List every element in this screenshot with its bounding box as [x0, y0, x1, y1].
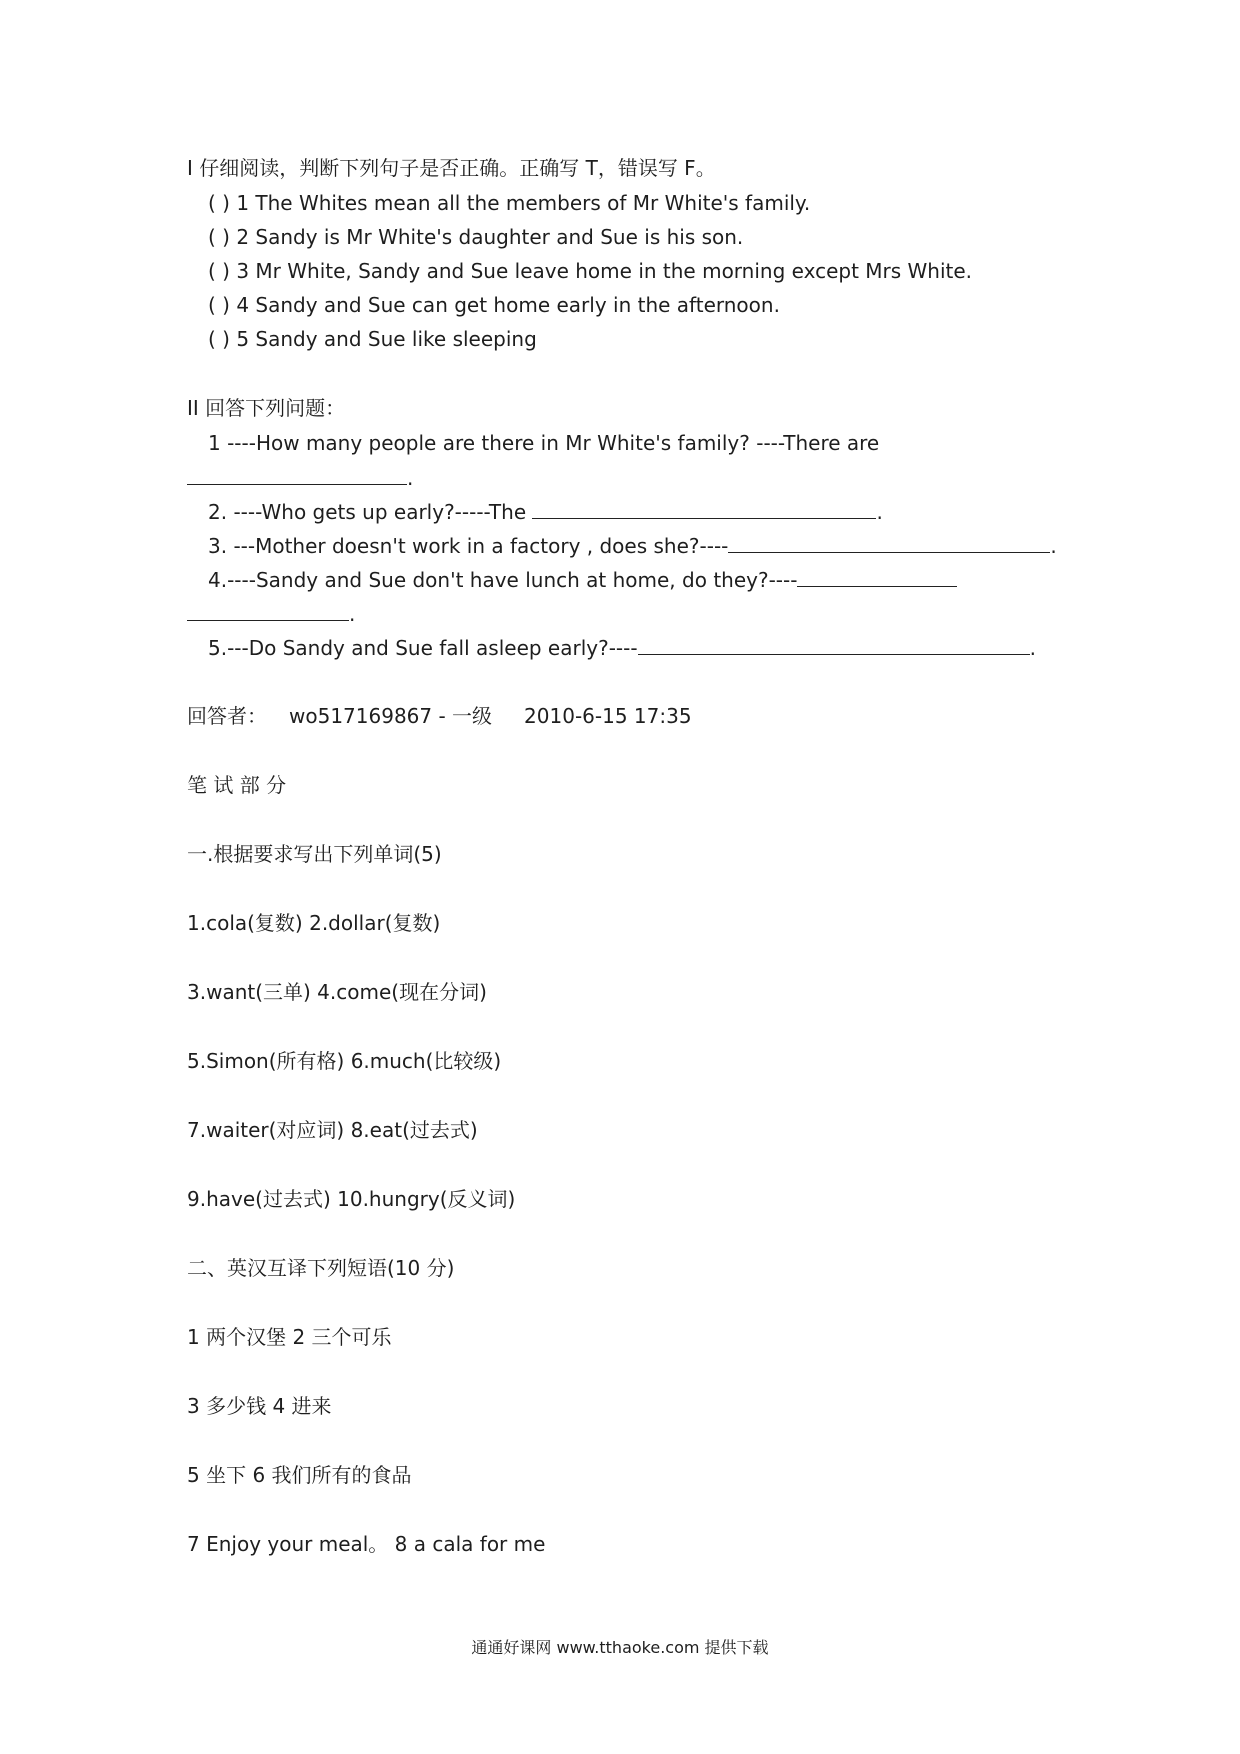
question-3 [208, 532, 1057, 559]
question-5 [208, 634, 1036, 661]
question-3-text: 3. ---Mother doesn't work in a factory , does she?---- [208, 534, 729, 558]
answer-blank-3[interactable] [728, 532, 1050, 553]
answer-blank-5[interactable] [638, 634, 1030, 655]
part2-row-2: 3 多少钱 4 进来 [187, 1394, 332, 1418]
part2-heading: 二、英汉互译下列短语(10 分) [187, 1256, 455, 1280]
part1-row-5: 9.have(过去式) 10.hungry(反义词) [187, 1187, 516, 1211]
part2-row-1: 1 两个汉堡 2 三个可乐 [187, 1325, 392, 1349]
question-4-text: 4.----Sandy and Sue don't have lunch at home, do they?---- [208, 568, 798, 592]
answer-blank-2[interactable] [532, 498, 876, 519]
question-2-text: 2. ----Who gets up early?-----The [208, 500, 533, 524]
part1-row-2: 3.want(三单) 4.come(现在分词) [187, 980, 487, 1004]
answer-end-1: . [407, 466, 414, 490]
answerer-info [187, 703, 692, 729]
answerer-label: 回答者： [187, 704, 267, 728]
part1-heading: 一.根据要求写出下列单词(5) [187, 842, 442, 866]
answer-end-4: . [349, 602, 356, 626]
part1-row-3: 5.Simon(所有格) 6.much(比较级) [187, 1049, 502, 1073]
part1-row-4: 7.waiter(对应词) 8.eat(过去式) [187, 1118, 478, 1142]
answer-blank-4b[interactable] [187, 600, 349, 621]
section2-heading: II 回答下列问题： [187, 396, 346, 420]
tf-item-3: ( ) 3 Mr White, Sandy and Sue leave home in the morning except Mrs White. [208, 259, 973, 283]
tf-item-1: ( ) 1 The Whites mean all the members of Mr White's family. [208, 191, 811, 215]
tf-item-4: ( ) 4 Sandy and Sue can get home early in the afternoon. [208, 293, 780, 317]
answer-end-2: . [876, 500, 883, 524]
answer-blank-4a[interactable] [797, 566, 957, 587]
question-5-text: 5.---Do Sandy and Sue fall asleep early?---- [208, 636, 638, 660]
answer-timestamp: 2010-6-15 17:35 [524, 704, 692, 728]
tf-item-2: ( ) 2 Sandy is Mr White's daughter and Sue is his son. [208, 225, 744, 249]
section1-heading: I 仔细阅读，判断下列句子是否正确。正确写 T，错误写 F。 [187, 156, 716, 180]
answer-end-3: . [1050, 534, 1057, 558]
page-footer: 通通好课网 www.tthaoke.com 提供下载 [471, 1638, 769, 1657]
answer-line-1 [187, 464, 413, 491]
question-2 [208, 498, 883, 525]
answer-line-4 [187, 600, 355, 627]
part1-row-1: 1.cola(复数) 2.dollar(复数) [187, 911, 441, 935]
answer-blank-1[interactable] [187, 464, 407, 485]
question-1: 1 ----How many people are there in Mr White's family? ----There are [208, 431, 880, 455]
part2-row-4: 7 Enjoy your meal。 8 a cala for me [187, 1532, 546, 1556]
question-4 [208, 566, 957, 593]
written-part-title: 笔 试 部 分 [187, 773, 287, 797]
tf-item-5: ( ) 5 Sandy and Sue like sleeping [208, 327, 537, 351]
answerer-name: wo517169867 - 一级 [289, 704, 493, 728]
part2-row-3: 5 坐下 6 我们所有的食品 [187, 1463, 412, 1487]
answer-end-5: . [1029, 636, 1036, 660]
